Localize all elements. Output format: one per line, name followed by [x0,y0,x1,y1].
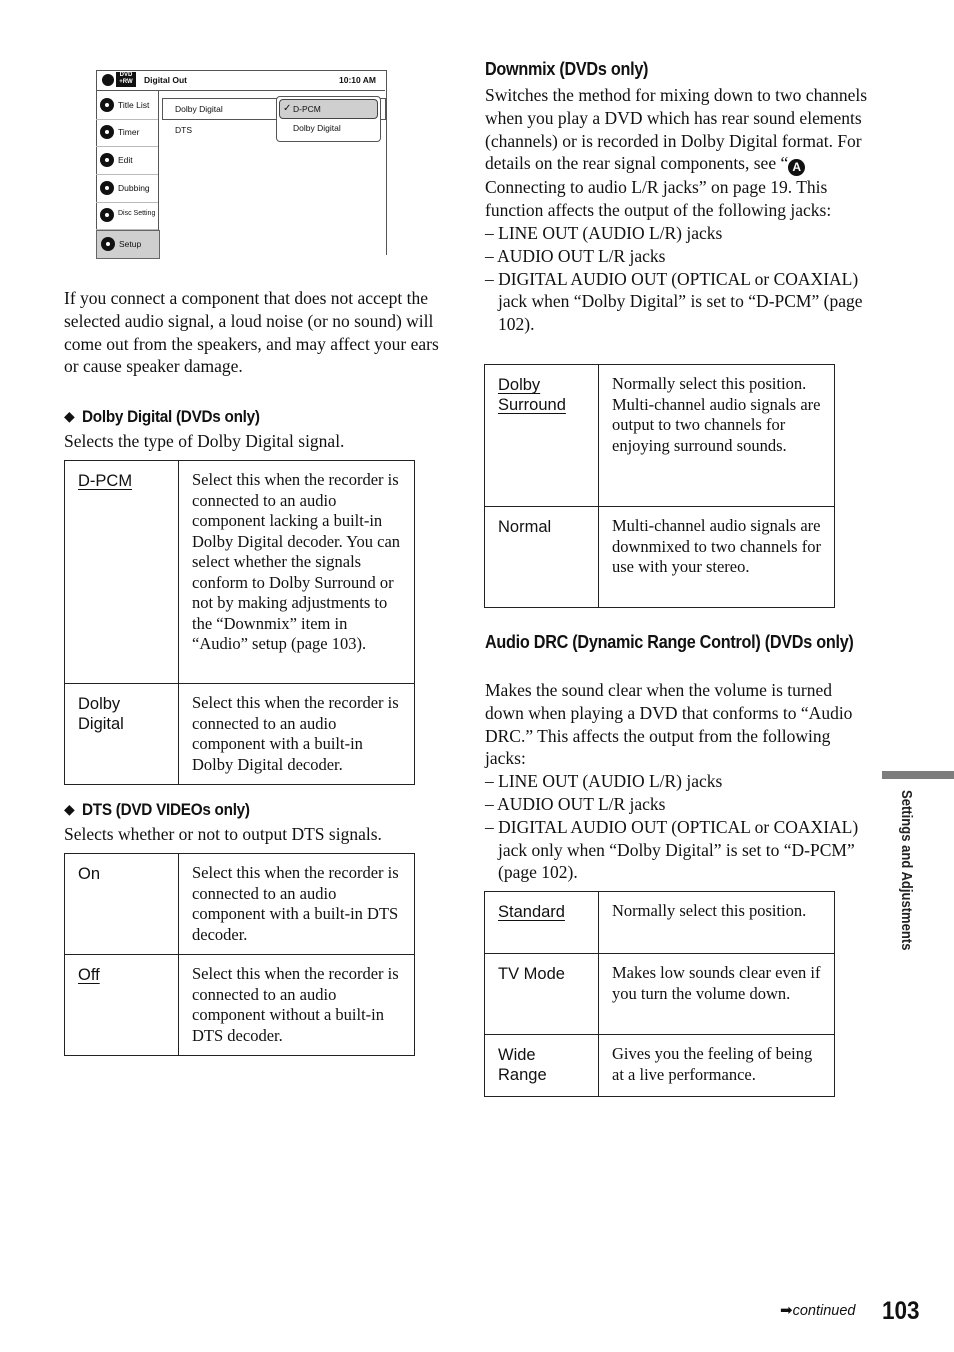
table-row [65,955,415,1056]
dolby-digital-desc: Selects the type of Dolby Digital signal. [64,431,345,451]
arrow-right-icon: ➡ [780,1302,793,1319]
option-value: Select this when the recorder is connected to an audio component with a built-in DTS decoder. [179,854,415,955]
option-value: Gives you the feeling of being at a live performance. [599,1035,835,1097]
osd-menu-label: Setup [119,239,142,249]
option-key [485,507,599,608]
warning-paragraph: If you connect a component that does not accept the selected audio signal, a loud noise (or no sound) will come out from the speakers, and may affect your ears or cause speaker damage. [64,288,439,377]
dts-heading [64,800,364,820]
osd-popup [276,96,381,142]
dolby-digital-options-table [64,460,415,785]
table-row [485,365,835,507]
option-key-label: On [78,865,101,883]
osd-menu-item[interactable] [96,119,158,147]
dubbing-icon [100,181,114,195]
downmix-options-table [484,364,835,608]
dts-options-table [64,853,415,1056]
list-item: – DIGITAL AUDIO OUT (OPTICAL or COAXIAL) jack when “Dolby Digital” is set to “D-PCM” (page 102). [485,268,863,335]
diamond-bullet-icon: ◆ [64,408,75,424]
table-row [65,854,415,955]
audio-drc-desc-text: Makes the sound clear when the volume is turned down when playing a DVD that conforms to “Audio DRC.” This affects the output from the following jacks: [485,680,853,769]
osd-menu-item[interactable] [96,175,158,203]
downmix-desc [485,84,870,336]
list-item: – DIGITAL AUDIO OUT (OPTICAL or COAXIAL) jack only when “Dolby Digital” is set to “D-PCM” (page 102). [485,816,859,883]
osd-menu-item[interactable] [96,92,158,120]
option-key-label: Off [78,966,100,984]
osd-popup-option-label: D-PCM [293,104,321,114]
table-row [485,507,835,608]
timer-icon [100,125,114,139]
osd-menu-label: Edit [118,155,133,165]
option-key [485,954,599,1035]
dolby-digital-title: Dolby Digital (DVDs only) [81,407,260,426]
option-value: Select this when the recorder is connected to an audio component with a built-in Dolby Digital decoder. [179,684,415,785]
downmix-desc-part: Switches the method for mixing down to two channels when you play a DVD which has rear sound elements (channels) or is recorded in Dolby Digital format. For details on the rear signal components, see “ [485,85,868,174]
option-key-label: D-PCM [78,472,133,490]
option-key [65,854,179,955]
check-icon: ✓ [283,103,292,114]
option-key-label: Standard [498,903,565,921]
option-key [65,955,179,1056]
audio-drc-desc [485,679,870,884]
osd-header-title: Digital Out [144,75,187,85]
osd-menu-label: Timer [118,127,140,137]
dolby-digital-heading [64,407,364,427]
option-key-label: TV Mode [498,965,565,983]
dts-desc: Selects whether or not to output DTS signals. [64,824,382,844]
continued-label: continued [792,1303,856,1319]
osd-popup-option[interactable]: Dolby Digital [293,123,341,133]
osd-menu-label: Dubbing [118,183,150,193]
osd-setting-label: Dolby Digital [175,104,223,114]
downmix-desc-part: Connecting to audio L/R jacks” on page 19. This function affects the output of the following jacks: [485,177,832,221]
option-value: Multi-channel audio signals are downmixed to two channels for use with your stereo. [599,507,835,608]
option-key-label: Wide Range [498,1046,547,1084]
option-key [65,684,179,785]
osd-menu-item[interactable] [96,147,158,175]
table-row [485,1035,835,1097]
list-item: – AUDIO OUT L/R jacks [485,245,666,266]
disc-badge: DVD +RW [116,72,136,87]
option-value: Select this when the recorder is connected to an audio component without a built-in DTS decoder. [179,955,415,1056]
table-row [65,461,415,684]
option-value: Normally select this position. Multi-channel audio signals are output to two channels for enjoying surround sounds. [599,365,835,507]
osd-screenshot [96,70,387,256]
section-side-label: Settings and Adjustments [898,790,914,951]
list-item: – LINE OUT (AUDIO L/R) jacks [485,222,723,243]
option-value: Select this when the recorder is connected to an audio component lacking a built-in Dolby Digital decoder. You can select whether the signals conform to Dolby Surround or not by making adjustments to the “Downmix” item in “Audio” setup (page 103). [179,461,415,684]
option-key-label: Dolby Surround [498,376,566,414]
disc-icon [102,74,114,86]
option-value: Makes low sounds clear even if you turn the volume down. [599,954,835,1035]
option-key [485,1035,599,1097]
option-key-label: Normal [498,518,552,536]
osd-menu-label: Title List [118,100,150,110]
osd-header-time: 10:10 AM [339,75,377,85]
osd-menu-label: Disc Setting [118,210,156,217]
dts-title: DTS (DVD VIDEOs only) [81,800,250,819]
setup-icon [101,237,115,251]
osd-titlebar [96,70,385,91]
page-number: 103 [882,1297,920,1325]
title-list-icon [100,98,114,112]
osd-menu-item[interactable] [96,230,160,259]
osd-setting-label[interactable]: DTS [175,125,192,135]
circled-a-icon: A [788,159,805,176]
osd-menu-item[interactable] [96,202,158,230]
continued-note [780,1301,855,1320]
downmix-title: Downmix (DVDs only) [485,59,649,79]
option-key [65,461,179,684]
list-item: – AUDIO OUT L/R jacks [485,793,666,814]
table-row [485,954,835,1035]
option-key [485,365,599,507]
edit-icon [100,153,114,167]
osd-popup-option-selected[interactable] [279,99,378,119]
section-tab-marker [882,771,954,779]
audio-drc-options-table [484,891,835,1097]
option-key [485,892,599,954]
disc-setting-icon [100,208,114,222]
table-row [65,684,415,785]
diamond-bullet-icon: ◆ [64,801,75,817]
option-value: Normally select this position. [599,892,835,954]
option-key-label: Dolby Digital [78,695,124,733]
table-row [485,892,835,954]
audio-drc-title: Audio DRC (Dynamic Range Control) (DVDs only) [485,632,854,652]
list-item: – LINE OUT (AUDIO L/R) jacks [485,771,723,792]
